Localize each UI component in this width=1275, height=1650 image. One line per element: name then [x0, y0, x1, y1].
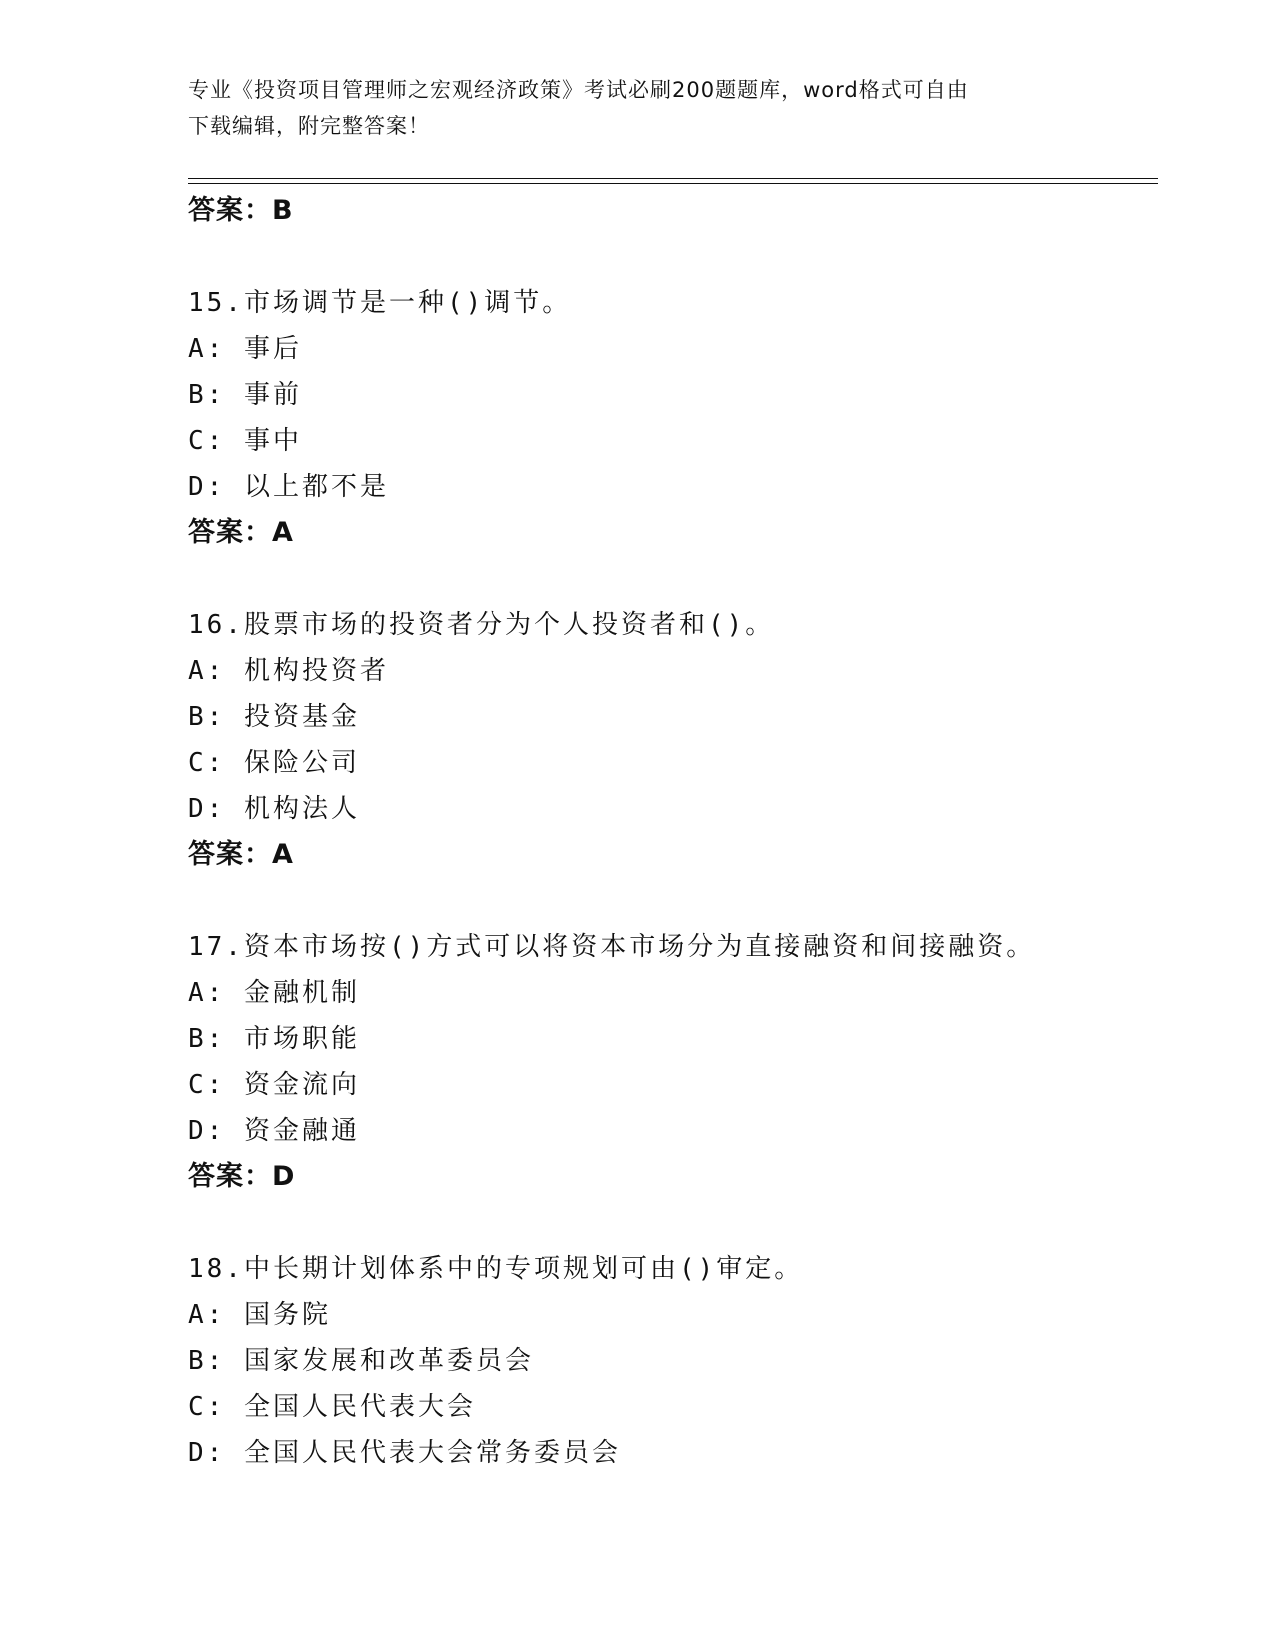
question-stem: 18.中长期计划体系中的专项规划可由()审定。 — [188, 1254, 804, 1284]
option-c: C: 事中 — [188, 426, 302, 456]
answer-label: 答案：A — [188, 517, 294, 548]
answer-label: 答案：B — [188, 195, 294, 226]
option-a: A: 金融机制 — [188, 978, 360, 1008]
spacer — [188, 1200, 1148, 1246]
option-d: D: 资金融通 — [188, 1116, 360, 1146]
header-divider-bottom — [188, 183, 1158, 184]
option-d: D: 机构法人 — [188, 794, 360, 824]
spacer — [188, 556, 1148, 602]
option-b: B: 投资基金 — [188, 702, 360, 732]
option-b: B: 事前 — [188, 380, 302, 410]
option-a: A: 机构投资者 — [188, 656, 389, 686]
spacer — [188, 878, 1148, 924]
question-block — [188, 280, 1148, 556]
option-a: A: 国务院 — [188, 1300, 331, 1330]
option-a: A: 事后 — [188, 334, 302, 364]
question-stem: 15.市场调节是一种()调节。 — [188, 288, 572, 318]
option-c: C: 保险公司 — [188, 748, 360, 778]
question-list — [188, 188, 1148, 1476]
option-c: C: 全国人民代表大会 — [188, 1392, 476, 1422]
question-stem: 16.股票市场的投资者分为个人投资者和()。 — [188, 610, 775, 640]
option-c: C: 资金流向 — [188, 1070, 360, 1100]
spacer — [188, 234, 1148, 280]
question-block — [188, 1246, 1148, 1476]
option-b: B: 国家发展和改革委员会 — [188, 1346, 534, 1376]
option-d: D: 全国人民代表大会常务委员会 — [188, 1438, 621, 1468]
document-header — [188, 72, 1088, 144]
answer-label: 答案：D — [188, 1161, 296, 1192]
header-line-2: 下载编辑，附完整答案！ — [188, 114, 430, 138]
question-block — [188, 924, 1148, 1200]
option-d: D: 以上都不是 — [188, 472, 389, 502]
question-block — [188, 602, 1148, 878]
answer-label: 答案：A — [188, 839, 294, 870]
header-divider-top — [188, 178, 1158, 179]
question-stem: 17.资本市场按()方式可以将资本市场分为直接融资和间接融资。 — [188, 932, 1036, 962]
header-line-1: 专业《投资项目管理师之宏观经济政策》考试必刷200题题库，word格式可自由 — [188, 78, 969, 102]
option-b: B: 市场职能 — [188, 1024, 360, 1054]
